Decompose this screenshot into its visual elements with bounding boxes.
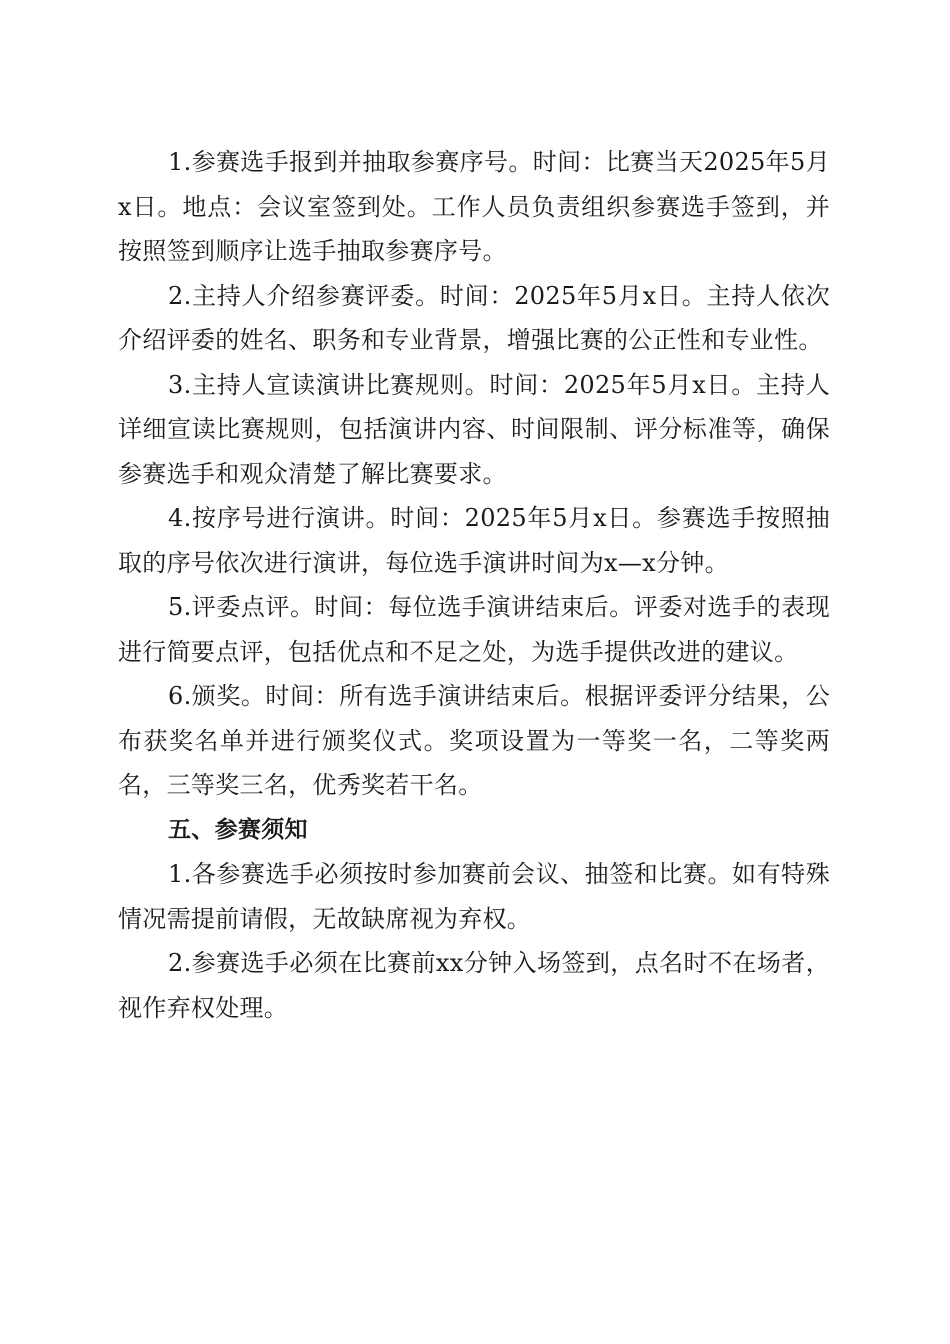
- paragraph-rules: 3.主持人宣读演讲比赛规则。时间：2025年5月x日。主持人详细宣读比赛规则，包括演讲内容、时间限制、评分标准等，确保参赛选手和观众清楚了解比赛要求。: [118, 370, 830, 488]
- notice-paragraph-signin: 2.参赛选手必须在比赛前xx分钟入场签到，点名时不在场者，视作弃权处理。: [118, 949, 830, 1022]
- paragraph-speeches: 4.按序号进行演讲。时间：2025年5月x日。参赛选手按照抽取的序号依次进行演讲，每位选手演讲时间为x—x分钟。: [118, 504, 830, 577]
- notice-paragraph-attendance: 1.各参赛选手必须按时参加赛前会议、抽签和比赛。如有特殊情况需提前请假，无故缺席视为弃权。: [118, 860, 830, 933]
- paragraph-awards: 6.颁奖。时间：所有选手演讲结束后。根据评委评分结果，公布获奖名单并进行颁奖仪式。奖项设置为一等奖一名，二等奖两名，三等奖三名，优秀奖若干名。: [118, 682, 830, 799]
- paragraph-comments: 5.评委点评。时间：每位选手演讲结束后。评委对选手的表现进行简要点评，包括优点和不足之处，为选手提供改进的建议。: [118, 593, 830, 666]
- document-body: [118, 140, 830, 1030]
- section-heading: 五、参赛须知: [168, 816, 308, 843]
- paragraph-judges-intro: 2.主持人介绍参赛评委。时间：2025年5月x日。主持人依次介绍评委的姓名、职务和专业背景，增强比赛的公正性和专业性。: [118, 281, 830, 354]
- paragraph-checkin: 1.参赛选手报到并抽取参赛序号。时间：比赛当天2025年5月x日。地点：会议室签到处。工作人员负责组织参赛选手签到，并按照签到顺序让选手抽取参赛序号。: [118, 148, 830, 265]
